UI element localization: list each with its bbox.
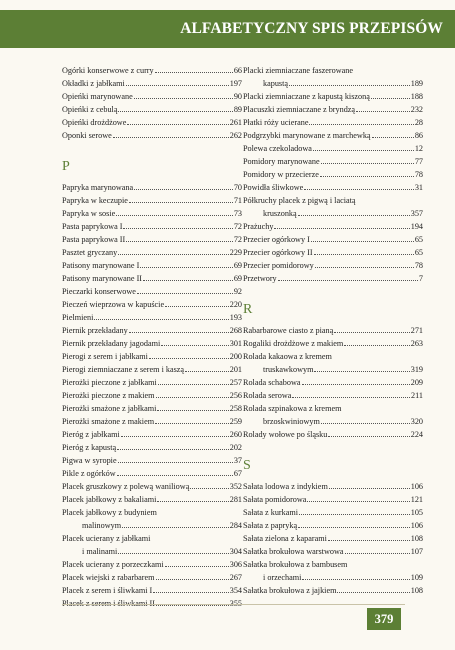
index-entry (62, 493, 242, 506)
entry-page-number: 352 (229, 482, 242, 491)
entry-title: Polewa czekoladowa (243, 144, 312, 153)
entry-page-number: 31 (414, 183, 423, 192)
entry-title: Sałata lodowa z indykiem (243, 482, 328, 491)
entry-title: Piernik przekładany (62, 326, 128, 335)
entry-page-number: 304 (229, 547, 242, 556)
index-entry (243, 64, 423, 77)
entry-page-number: 202 (229, 443, 242, 452)
index-entry (243, 272, 423, 285)
entry-title: Półkruchy placek z pigwą i laciatą (243, 196, 356, 205)
entry-page-number: 320 (410, 417, 423, 426)
entry-title: Podgrzybki marynowane z marchewką (243, 131, 371, 140)
dot-leader (118, 553, 228, 554)
section-letter: R (243, 302, 253, 317)
entry-title: Pierogi ziemniaczane z serem i kaszą (62, 365, 185, 374)
entry-page-number: 200 (229, 352, 242, 361)
entry-title: malinowym (82, 521, 122, 530)
entry-page-number: 257 (229, 378, 242, 387)
dot-leader (129, 202, 233, 203)
index-entry (243, 259, 423, 272)
dot-leader (156, 579, 229, 580)
dot-leader (165, 566, 229, 567)
dot-leader (117, 449, 229, 450)
entry-title: Pierogi z serem i jabłkami (62, 352, 148, 361)
entry-title: Pomidory marynowane (243, 157, 320, 166)
dot-leader (155, 72, 233, 73)
entry-title: Papryka w sosie (62, 209, 116, 218)
dot-leader (309, 124, 413, 125)
dot-leader (134, 98, 233, 99)
index-entry (243, 519, 423, 532)
entry-title: Pomidory w przecierze (243, 170, 319, 179)
entry-title: Pikle z ogórków (62, 469, 116, 478)
entry-title: Przecier pomidorowy (243, 261, 314, 270)
dot-leader (156, 397, 229, 398)
entry-page-number: 258 (229, 404, 242, 413)
entry-page-number: 188 (410, 92, 423, 101)
entry-page-number: 197 (229, 79, 242, 88)
index-entry (243, 545, 423, 558)
entry-page-number: 262 (229, 131, 242, 140)
dot-leader (292, 397, 410, 398)
entry-title: Przecier ogórkowy I (243, 235, 310, 244)
index-entry-continuation (62, 519, 242, 532)
footer-rule (62, 604, 405, 605)
entry-page-number: 78 (414, 261, 423, 270)
index-entry (62, 90, 242, 103)
entry-page-number: 66 (233, 66, 242, 75)
index-entry (62, 207, 242, 220)
index-column-right (243, 64, 423, 597)
entry-page-number: 224 (410, 430, 423, 439)
dot-leader (113, 137, 229, 138)
entry-title: Patisony marynowane I (62, 261, 140, 270)
dot-leader (140, 267, 233, 268)
dot-leader (123, 228, 232, 229)
entry-page-number: 284 (229, 521, 242, 530)
index-entry (243, 532, 423, 545)
index-entry (243, 428, 423, 441)
entry-title: Okładki z jabłkami (62, 79, 125, 88)
index-entry (62, 246, 242, 259)
entry-page-number: 78 (414, 170, 423, 179)
entry-title: Pieczarki konserwowe (62, 287, 136, 296)
entry-page-number: 67 (233, 469, 242, 478)
index-entry (243, 194, 423, 207)
entry-title: Rolada schabowa (243, 378, 301, 387)
page-title: ALFABETYCZNY SPIS PRZEPISÓW (180, 20, 443, 37)
entry-page-number: 189 (410, 79, 423, 88)
entry-title: Placek jabłkowy z bakaliami (62, 495, 157, 504)
index-entry (62, 428, 242, 441)
entry-title: Placek ucierany z porzeczkami (62, 560, 164, 569)
section-letter: S (243, 458, 251, 473)
entry-page-number: 301 (229, 339, 242, 348)
dot-leader (299, 514, 410, 515)
index-entry (62, 480, 242, 493)
index-entry (243, 168, 423, 181)
dot-leader (161, 345, 229, 346)
entry-page-number: 263 (410, 339, 423, 348)
entry-title: brzoskwiniowym (263, 417, 320, 426)
entry-page-number: 105 (410, 508, 423, 517)
entry-page-number: 109 (410, 573, 423, 582)
entry-page-number: 268 (229, 326, 242, 335)
index-entry (243, 350, 423, 363)
entry-title: Pasztet gryczany (62, 248, 118, 257)
entry-title: Pieróg z kapustą (62, 443, 117, 452)
entry-page-number: 12 (414, 144, 423, 153)
index-entry-continuation (243, 571, 423, 584)
dot-leader (314, 254, 414, 255)
index-entry (243, 376, 423, 389)
index-entry (62, 402, 242, 415)
entry-title: Papryka w keczupie (62, 196, 128, 205)
dot-leader (302, 384, 410, 385)
entry-page-number: 229 (229, 248, 242, 257)
entry-page-number: 106 (410, 521, 423, 530)
dot-leader (129, 332, 229, 333)
entry-page-number: 193 (229, 313, 242, 322)
index-entry (62, 506, 242, 519)
entry-page-number: 65 (414, 235, 423, 244)
index-entry (62, 532, 242, 545)
index-entry (62, 324, 242, 337)
entry-page-number: 77 (414, 157, 423, 166)
entry-page-number: 232 (410, 105, 423, 114)
entry-page-number: 355 (229, 599, 242, 608)
entry-title: Rolada szpinakowa z kremem (243, 404, 342, 413)
entry-title: Pierożki pieczone z jabłkami (62, 378, 157, 387)
entry-title: Placek ucierany z jabłkami (62, 534, 151, 543)
entry-page-number: 201 (229, 365, 242, 374)
index-entry (62, 389, 242, 402)
entry-title: Placek z serem i śliwkami II (62, 599, 155, 608)
entry-title: Rolady wołowe po śląsku (243, 430, 328, 439)
dot-leader (328, 436, 409, 437)
dot-leader (307, 501, 409, 502)
entry-title: Pierożki smażone z jabłkami (62, 404, 157, 413)
index-entry (62, 467, 242, 480)
entry-title: Pieczeń wieprzowa w kapuście (62, 300, 165, 309)
index-entry (243, 116, 423, 129)
dot-leader (153, 592, 228, 593)
dot-leader (190, 488, 228, 489)
index-entry (62, 272, 242, 285)
index-entry (62, 194, 242, 207)
entry-title: Opieńki marynowane (62, 92, 133, 101)
entry-title: Rolada serowa (243, 391, 292, 400)
index-entry (243, 506, 423, 519)
index-entry (62, 116, 242, 129)
index-entry (62, 584, 242, 597)
entry-title: Patisony marynowane II (62, 274, 143, 283)
dot-leader (315, 267, 414, 268)
section-letter: P (62, 159, 70, 174)
dot-leader (121, 436, 229, 437)
index-entry (62, 363, 242, 376)
dot-leader (314, 371, 409, 372)
entry-title: Przetwory (243, 274, 277, 283)
index-entry-continuation (243, 77, 423, 90)
index-entry (62, 129, 242, 142)
index-entry (62, 415, 242, 428)
dot-leader (278, 280, 418, 281)
entry-title: Opieńki z cebulą (62, 105, 118, 114)
index-entry (243, 90, 423, 103)
entry-title: Rogaliki drożdżowe z makiem (243, 339, 344, 348)
dot-leader (94, 319, 228, 320)
index-entry-continuation (243, 415, 423, 428)
entry-title: Placki ziemniaczane z kapustą kiszoną (243, 92, 370, 101)
entry-title: Placek wiejski z rabarbarem (62, 573, 155, 582)
entry-title: truskawkowym (263, 365, 314, 374)
dot-leader (127, 124, 228, 125)
entry-page-number: 194 (410, 222, 423, 231)
index-entry (243, 155, 423, 168)
entry-title: Pierożki pieczone z makiem (62, 391, 155, 400)
dot-leader (321, 163, 414, 164)
entry-title: Ogórki konserwowe z curry (62, 66, 154, 75)
entry-title: Prażuchy (243, 222, 274, 231)
dot-leader (156, 605, 229, 606)
dot-leader (289, 85, 410, 86)
dot-leader (185, 371, 229, 372)
entry-title: Oponki serowe (62, 131, 112, 140)
entry-title: Sałata z papryką (243, 521, 298, 530)
index-entry (62, 233, 242, 246)
index-entry (243, 584, 423, 597)
entry-page-number: 72 (233, 222, 242, 231)
dot-leader (311, 241, 414, 242)
dot-leader (157, 410, 228, 411)
entry-page-number: 261 (229, 118, 242, 127)
dot-leader (116, 215, 233, 216)
entry-page-number: 72 (233, 235, 242, 244)
dot-leader (134, 189, 233, 190)
dot-leader (304, 189, 414, 190)
entry-title: Opieńki drożdżowe (62, 118, 127, 127)
dot-leader (158, 384, 229, 385)
index-entry (243, 402, 423, 415)
entry-page-number: 71 (233, 196, 242, 205)
entry-title: i orzechami (263, 573, 302, 582)
entry-title: Pieróg z jabłkami (62, 430, 120, 439)
entry-title: Sałatka brokułowa warstwowa (243, 547, 344, 556)
dot-leader (356, 111, 410, 112)
dot-leader (320, 176, 414, 177)
dot-leader (328, 540, 410, 541)
entry-page-number: 271 (410, 326, 423, 335)
entry-page-number: 121 (410, 495, 423, 504)
index-entry (62, 298, 242, 311)
entry-page-number: 220 (229, 300, 242, 309)
index-entry-continuation (243, 207, 423, 220)
index-entry (62, 181, 242, 194)
entry-title: Pielmieni (62, 313, 94, 322)
entry-page-number: 267 (229, 573, 242, 582)
dot-leader (371, 98, 410, 99)
entry-title: Pasta paprykowa I (62, 222, 123, 231)
index-entry (62, 571, 242, 584)
index-entry (62, 558, 242, 571)
entry-title: kapustą (263, 79, 289, 88)
entry-title: Placuszki ziemniaczane z bryndzą (243, 105, 356, 114)
index-entry (243, 389, 423, 402)
index-entry (62, 103, 242, 116)
entry-title: Rolada kakaowa z kremem (243, 352, 332, 361)
page-header (0, 10, 455, 48)
entry-title: Sałatka brokułowa z jajkiem (243, 586, 337, 595)
dot-leader (126, 85, 229, 86)
entry-page-number: 108 (410, 534, 423, 543)
entry-title: Pierożki smażone z makiem (62, 417, 155, 426)
index-entry (243, 324, 423, 337)
dot-leader (126, 241, 233, 242)
index-entry (62, 454, 242, 467)
index-entry (243, 220, 423, 233)
dot-leader (118, 111, 232, 112)
dot-leader (298, 527, 410, 528)
index-entry-continuation (243, 363, 423, 376)
entry-title: Płatki róży ucierane (243, 118, 309, 127)
index-entry-continuation (62, 545, 242, 558)
index-entry (243, 142, 423, 155)
dot-leader (345, 553, 410, 554)
index-entry (243, 558, 423, 571)
index-entry (243, 233, 423, 246)
entry-page-number: 306 (229, 560, 242, 569)
entry-title: kruszonką (263, 209, 297, 218)
entry-page-number: 211 (411, 391, 423, 400)
dot-leader (165, 306, 229, 307)
entry-title: Sałata z kurkami (243, 508, 299, 517)
dot-leader (143, 280, 233, 281)
dot-leader (302, 579, 409, 580)
entry-page-number: 73 (233, 209, 242, 218)
entry-title: Sałata zielona z kaparami (243, 534, 327, 543)
entry-title: Przecier ogórkowy II (243, 248, 313, 257)
dot-leader (155, 423, 229, 424)
entry-page-number: 70 (233, 183, 242, 192)
entry-page-number: 89 (233, 105, 242, 114)
index-entry (62, 77, 242, 90)
dot-leader (344, 345, 409, 346)
index-entry (243, 129, 423, 142)
index-entry (62, 350, 242, 363)
index-entry (62, 337, 242, 350)
entry-page-number: 69 (233, 274, 242, 283)
index-entry (243, 246, 423, 259)
dot-leader (122, 527, 229, 528)
entry-page-number: 357 (410, 209, 423, 218)
entry-page-number: 28 (414, 118, 423, 127)
dot-leader (372, 137, 414, 138)
entry-title: Placek z serem i śliwkami I (62, 586, 153, 595)
entry-page-number: 108 (410, 586, 423, 595)
index-entry (243, 103, 423, 116)
index-entry (62, 259, 242, 272)
index-column-left (62, 64, 242, 610)
index-entry (62, 376, 242, 389)
dot-leader (274, 228, 409, 229)
dot-leader (298, 215, 410, 216)
dot-leader (334, 332, 409, 333)
entry-title: Placek jabłkowy z budyniem (62, 508, 157, 517)
dot-leader (118, 254, 228, 255)
entry-page-number: 107 (410, 547, 423, 556)
dot-leader (157, 501, 228, 502)
entry-page-number: 209 (410, 378, 423, 387)
dot-leader (321, 423, 410, 424)
entry-title: Placek gruszkowy z polewą waniliową (62, 482, 190, 491)
entry-page-number: 90 (233, 92, 242, 101)
dot-leader (313, 150, 414, 151)
entry-title: Pigwa w syropie (62, 456, 117, 465)
entry-page-number: 260 (229, 430, 242, 439)
index-entry (62, 220, 242, 233)
dot-leader (149, 358, 229, 359)
entry-title: i malinami (82, 547, 118, 556)
index-entry (62, 311, 242, 324)
entry-page-number: 259 (229, 417, 242, 426)
entry-page-number: 37 (233, 456, 242, 465)
dot-leader (137, 293, 233, 294)
entry-title: Powidła śliwkowe (243, 183, 304, 192)
entry-page-number: 69 (233, 261, 242, 270)
entry-title: Sałata pomidorowa (243, 495, 307, 504)
entry-page-number: 281 (229, 495, 242, 504)
index-entry (62, 64, 242, 77)
dot-leader (118, 462, 233, 463)
entry-page-number: 319 (410, 365, 423, 374)
entry-page-number: 92 (233, 287, 242, 296)
entry-title: Piernik przekładany jagodami (62, 339, 161, 348)
index-entry (62, 441, 242, 454)
index-entry (243, 337, 423, 350)
entry-title: Placki ziemniaczane faszerowane (243, 66, 354, 75)
entry-page-number: 106 (410, 482, 423, 491)
entry-title: Sałatka brokułowa z bambusem (243, 560, 348, 569)
entry-page-number: 65 (414, 248, 423, 257)
entry-page-number: 256 (229, 391, 242, 400)
dot-leader (337, 592, 409, 593)
entry-title: Pasta paprykowa II (62, 235, 126, 244)
index-entry (243, 493, 423, 506)
index-entry (243, 480, 423, 493)
index-entry (243, 181, 423, 194)
entry-page-number: 7 (418, 274, 423, 283)
entry-title: Rabarbarowe ciasto z pianą (243, 326, 334, 335)
dot-leader (117, 475, 233, 476)
index-entry (62, 285, 242, 298)
page-number: 379 (367, 608, 401, 630)
entry-title: Papryka marynowana (62, 183, 134, 192)
entry-page-number: 354 (229, 586, 242, 595)
entry-page-number: 86 (414, 131, 423, 140)
dot-leader (329, 488, 410, 489)
